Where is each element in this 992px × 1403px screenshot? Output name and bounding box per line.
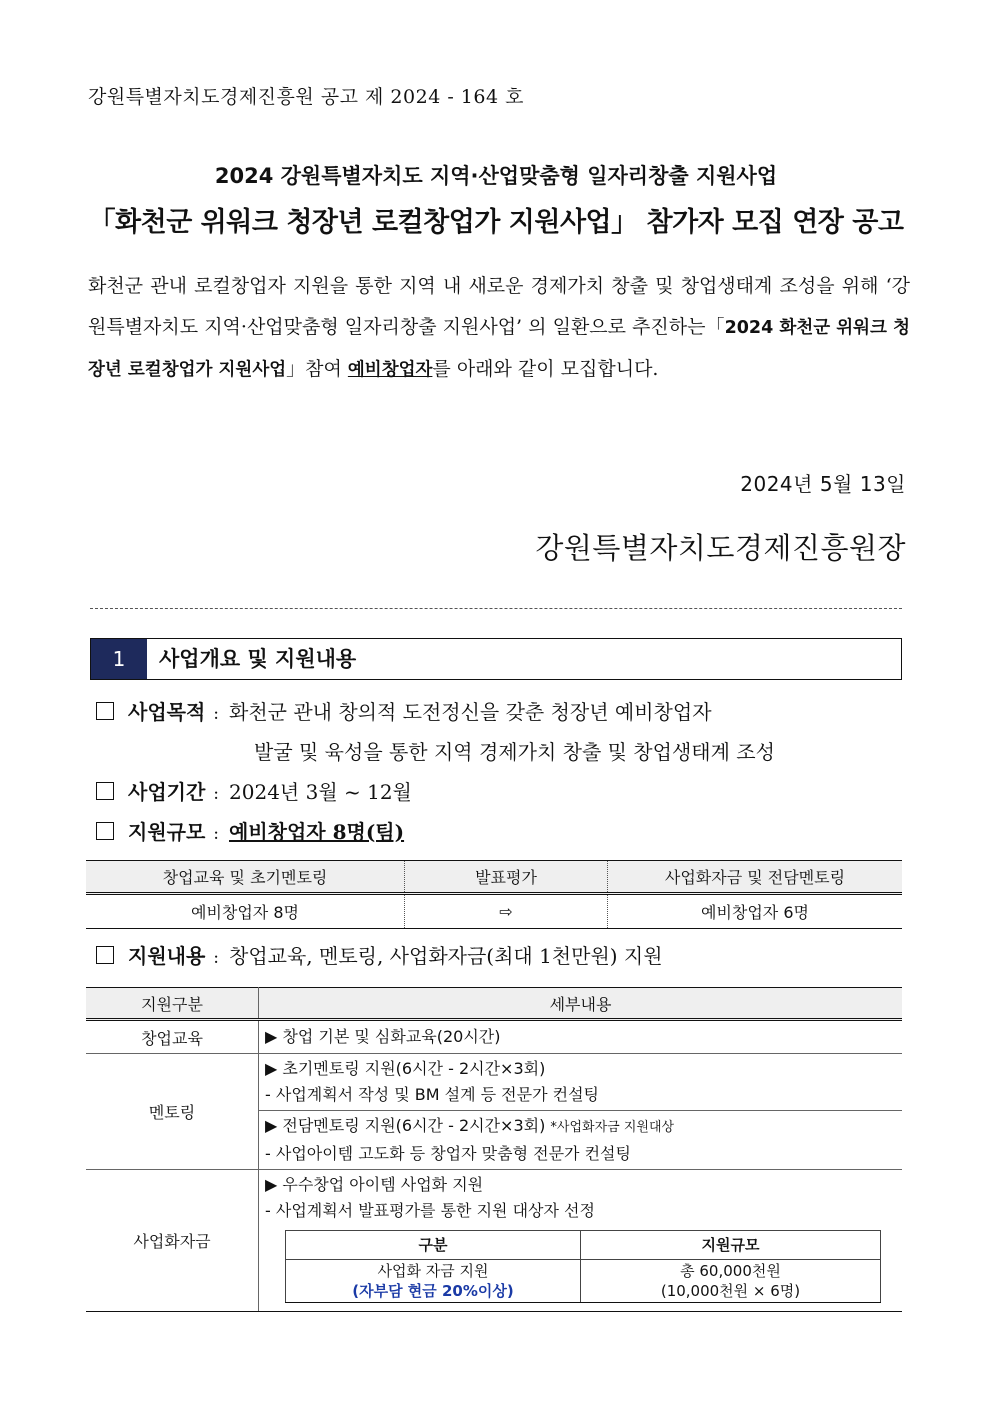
- process-header-cell: 사업화자금 및 전담멘토링: [608, 861, 903, 894]
- inner-cell-line: (10,000천원 × 6명): [660, 1282, 801, 1300]
- item-scale: [96, 812, 404, 854]
- item-purpose-line-2: 발굴 및 육성을 통한 지역 경제가치 창출 및 창업생태계 조성: [254, 740, 775, 764]
- inner-cell: [581, 1260, 881, 1303]
- item-label: 사업목적: [128, 700, 206, 724]
- arrow-right-icon: ⇨: [405, 894, 608, 929]
- detail-note: *사업화자금 지원대상: [550, 1120, 675, 1135]
- detail-content: [259, 1111, 903, 1170]
- inner-header-row: [286, 1231, 881, 1260]
- item-value: 예비창업자 8명(팀): [229, 820, 405, 844]
- detail-line: - 사업아이템 고도화 등 창업자 맞춤형 전문가 컨설팅: [265, 1144, 631, 1163]
- detail-line: ▶ 우수창업 아이템 사업화 지원: [265, 1175, 484, 1194]
- intro-paragraph: [88, 266, 910, 391]
- funding-inner-table: [285, 1230, 881, 1303]
- organization-head: 강원특별자치도경제진흥원장: [535, 531, 906, 565]
- item-purpose: [96, 692, 712, 734]
- item-value: 창업교육, 멘토링, 사업화자금(최대 1천만원) 지원: [229, 944, 663, 968]
- item-colon: :: [213, 948, 220, 968]
- detail-row-mentoring-a: [86, 1054, 902, 1111]
- process-table: [86, 860, 902, 929]
- detail-line: ▶ 초기멘토링 지원(6시간 - 2시간×3회): [265, 1059, 546, 1078]
- section-number: 1: [91, 639, 147, 679]
- detail-header-cell: 세부내용: [259, 988, 903, 1020]
- self-payment-note: (자부담 현금 20%이상): [352, 1282, 514, 1300]
- item-period: [96, 772, 412, 814]
- detail-line: - 사업계획서 작성 및 BM 설계 등 전문가 컨설팅: [265, 1085, 599, 1104]
- item-label: 지원내용: [128, 944, 206, 968]
- section-title: 사업개요 및 지원내용: [159, 647, 357, 671]
- detail-content: [259, 1170, 903, 1312]
- item-content: [96, 936, 663, 978]
- detail-table: [86, 987, 902, 1312]
- title-line-2: 「화천군 위워크 청장년 로컬창업가 지원사업」 참가자 모집 연장 공고: [88, 207, 904, 238]
- intro-text-3: 를 아래와 같이 모집합니다.: [432, 358, 659, 380]
- inner-header-cell: 지원규모: [581, 1231, 881, 1260]
- item-colon: :: [213, 784, 220, 804]
- intro-text-1: 화천군 관내 로컬창업자 지원을 통한 지역 내 새로운 경제가치 창출 및 창업생태계 조성을 위해 ‘강원특별자치도 지역·산업맞춤형 일자리창출 지원사업’ 의 일환으로 추진하는「: [88, 275, 910, 338]
- detail-category: 사업화자금: [86, 1170, 259, 1312]
- detail-category: 멘토링: [86, 1054, 259, 1170]
- detail-content: [259, 1054, 903, 1111]
- detail-header-cell: 지원구분: [86, 988, 259, 1020]
- process-header-cell: 창업교육 및 초기멘토링: [86, 861, 405, 894]
- intro-text-2: 」참여: [286, 358, 348, 380]
- checkbox-square-icon: [96, 702, 114, 720]
- detail-line: ▶ 창업 기본 및 심화교육(20시간): [265, 1027, 501, 1046]
- item-label: 지원규모: [128, 820, 206, 844]
- process-header-row: [86, 861, 902, 894]
- detail-line-text: ▶ 전담멘토링 지원(6시간 - 2시간×3회): [265, 1116, 551, 1135]
- item-colon: :: [213, 824, 220, 844]
- notice-number: 강원특별자치도경제진흥원 공고 제 2024 - 164 호: [88, 86, 524, 108]
- detail-line: - 사업계획서 발표평가를 통한 지원 대상자 선정: [265, 1201, 595, 1220]
- detail-row-funding: [86, 1170, 902, 1312]
- dashed-divider: [90, 608, 902, 609]
- inner-row: [286, 1260, 881, 1303]
- title-line-1: 2024 강원특별자치도 지역·산업맞춤형 일자리창출 지원사업: [214, 164, 778, 188]
- inner-cell-line: 총 60,000천원: [680, 1262, 781, 1280]
- item-colon: :: [213, 704, 220, 724]
- detail-row-education: [86, 1020, 902, 1054]
- checkbox-square-icon: [96, 782, 114, 800]
- intro-program-name: 2024 화천군 위워크 청장년 로컬창업가 지원사업: [88, 318, 910, 380]
- item-value: 2024년 3월 ~ 12월: [229, 780, 412, 804]
- item-label: 사업기간: [128, 780, 206, 804]
- detail-category: 창업교육: [86, 1020, 259, 1054]
- detail-header-row: [86, 988, 902, 1020]
- process-cell: 예비창업자 8명: [86, 894, 405, 929]
- section-header: [90, 638, 902, 680]
- process-cell: 예비창업자 6명: [608, 894, 903, 929]
- process-row: [86, 894, 902, 929]
- notice-date: 2024년 5월 13일: [740, 472, 906, 496]
- inner-cell-line: 사업화 자금 지원: [377, 1262, 489, 1280]
- checkbox-square-icon: [96, 946, 114, 964]
- inner-header-cell: 구분: [286, 1231, 581, 1260]
- detail-content: [259, 1020, 903, 1054]
- item-value: 화천군 관내 창의적 도전정신을 갖춘 청장년 예비창업자: [229, 700, 712, 724]
- process-header-cell: 발표평가: [405, 861, 608, 894]
- intro-target: 예비창업자: [347, 360, 433, 380]
- checkbox-square-icon: [96, 822, 114, 840]
- inner-cell: [286, 1260, 581, 1303]
- detail-line: [265, 1113, 902, 1141]
